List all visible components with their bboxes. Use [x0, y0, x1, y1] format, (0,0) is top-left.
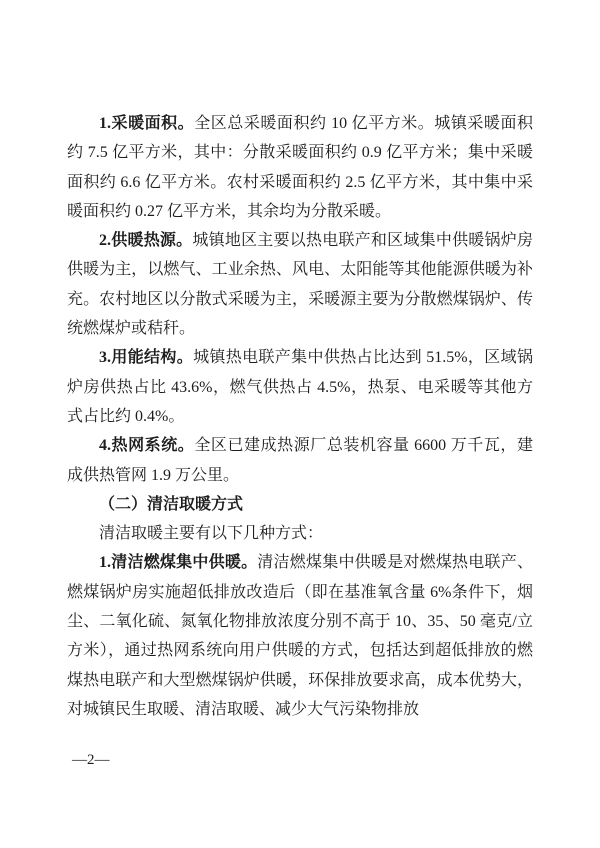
- paragraph-heat-source-text: 城镇地区主要以热电联产和区域集中供暖锅炉房供暖为主，以燃气、工业余热、风电、太阳能等其他能源供暖为补充。农村地区以分散式采暖为主，采暖源主要为分散燃煤锅炉、传统燃煤炉或秸秆。: [67, 232, 533, 338]
- paragraph-clean-coal-lead: 1.清洁燃煤集中供暖。: [99, 554, 258, 572]
- paragraph-heat-source-lead: 2.供暖热源。: [99, 232, 193, 250]
- paragraph-heat-source: [67, 226, 533, 343]
- paragraph-heat-network-text: 全区已建成热源厂总装机容量 6600 万千瓦，建成供热管网 1.9 万公里。: [67, 437, 533, 484]
- section-heading: （二）清洁取暖方式: [99, 495, 244, 513]
- paragraph-energy-structure-lead: 3.用能结构。: [99, 349, 194, 367]
- document-body: [67, 109, 533, 724]
- paragraph-heat-network-lead: 4.热网系统。: [99, 437, 195, 455]
- paragraph-heat-network: [67, 431, 533, 490]
- paragraph-clean-coal: [67, 548, 533, 724]
- paragraph-heating-area-text: 全区总采暖面积约 10 亿平方米。城镇采暖面积约 7.5 亿平方米，其中：分散采暖面积约 0.9 亿平方米；集中采暖面积约 6.6 亿平方米。农村采暖面积约 2.5 亿平方米，其中集中采暖面积约 0.27 亿平方米，其余均为分散采暖。: [67, 115, 533, 220]
- paragraph-heating-area-lead: 1.采暖面积。: [99, 115, 195, 132]
- page-number: —2—: [72, 752, 110, 768]
- paragraph-clean-coal-text: 清洁燃煤集中供暖是对燃煤热电联产、燃煤锅炉房实施超低排放改造后（即在基准氧含量 6%条件下，烟尘、二氧化硫、氮氧化物排放浓度分别不高于 10、35、50 毫克/立方米），通过热网系统向用户供暖的方式，包括达到超低排放的燃煤热电联产和大型燃煤锅炉供暖，环保排放要求高，成本优势大，对城镇民生取暖、清洁取暖、减少大气污染物排放: [67, 554, 533, 718]
- paragraph-energy-structure-text: 城镇热电联产集中供热占比达到 51.5%，区域锅炉房供热占比 43.6%，燃气供热占 4.5%，热泵、电采暖等其他方式占比约 0.4%。: [67, 349, 533, 425]
- paragraph-intro: 清洁取暖主要有以下几种方式：: [99, 525, 324, 543]
- paragraph-heating-area: [67, 109, 533, 226]
- paragraph-energy-structure: [67, 343, 533, 431]
